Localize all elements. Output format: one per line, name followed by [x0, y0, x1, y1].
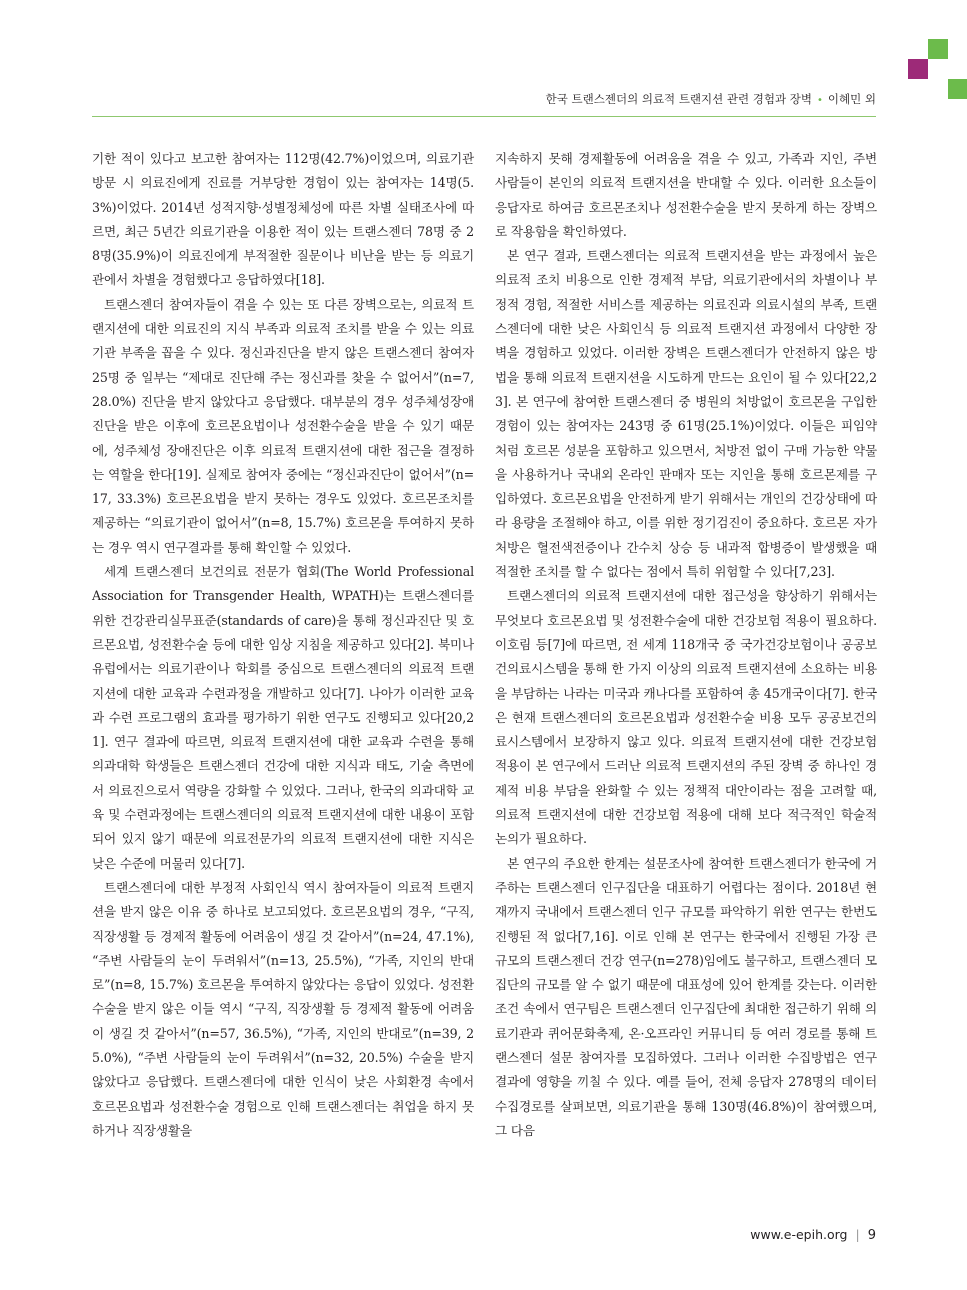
header-divider — [92, 116, 876, 117]
paragraph: 트랜스젠더의 의료적 트랜지션에 대한 접근성을 향상하기 위해서는 무엇보다 호르몬요법 및 성전환수술에 대한 건강보험 적용이 필요하다. 이호림 등[7]에 따르면, 전 세계 118개국 중 국가건강보험이나 공공보건의료시스템을 통해 한 가지 이상의 의료적 트랜지션에 소요하는 비용을 부담하는 나라는 미국과 캐나다를 포함하여 총 45개국이다[7]. 한국은 현재 트랜스젠더의 호르몬요법과 성전환수술 비용 모두 공공보건의료시스템에서 보장하지 않고 있다. 의료적 트랜지션에 대한 건강보험 적용이 본 연구에서 드러난 의료적 트랜지션의 주된 장벽 중 하나인 경제적 비용 부담을 완화할 수 있는 정책적 대안이라는 점을 고려할 때, 의료적 트랜지션에 대한 건강보험 적용에 대해 보다 적극적인 학술적 논의가 필요하다. — [495, 588, 877, 847]
page-number: 9 — [867, 1228, 876, 1243]
paragraph: 세계 트랜스젠더 보건의료 전문가 협회(The World Professional Association for Transgender Health, WPATH)는 트랜스젠더를 위한 건강관리실무표준(standards of care)을 통해 정신과진단 및 호르몬요법, 성전환수술 등에 대한 임상 지침을 제공하고 있다[2]. 북미나 유럽에서는 의료기관이나 학회를 중심으로 트랜스젠더의 의료적 트랜지션에 대한 교육과 수련과정을 개발하고 있다[7]. 나아가 이러한 교육과 수련 프로그램의 효과를 평가하기 위한 연구도 진행되고 있다[20,21]. 연구 결과에 따르면, 의료적 트랜지션에 대한 교육과 수련을 통해 의과대학 학생들은 트랜스젠더 건강에 대한 지식과 태도, 기술 측면에서 의료진으로서 역량을 강화할 수 있었다. 그러나, 한국의 의과대학 교육 및 수련과정에는 트랜스젠더의 의료적 트랜지션에 대한 내용이 포함되어 있지 않기 때문에 의료전문가의 의료적 트랜지션에 대한 지식은 낮은 수준에 머물러 있다[7]. — [92, 564, 474, 871]
paragraph: 트랜스젠더 참여자들이 겪을 수 있는 또 다른 장벽으로는, 의료적 트랜지션에 대한 의료진의 지식 부족과 의료적 조치를 받을 수 있는 의료기관 부족을 꼽을 수 있다. 정신과진단을 받지 않은 트랜스젠더 참여자 25명 중 일부는 “제대로 진단해 주는 정신과를 찾을 수 없어서”(n=7, 28.0%) 진단을 받지 않았다고 응답했다. 대부분의 경우 성주체성장애 진단을 받은 이후에 호르몬요법이나 성전환수술을 받을 수 있기 때문에, 성주체성 장애진단은 이후 의료적 트랜지션에 대한 접근을 결정하는 역할을 한다[19]. 실제로 참여자 중에는 “정신과진단이 없어서”(n=17, 33.3%) 호르몬요법을 받지 못하는 경우도 있었다. 호르몬조치를 제공하는 “의료기관이 없어서”(n=8, 15.7%) 호르몬을 투여하지 못하는 경우 역시 연구결과를 통해 확인할 수 있었다. — [92, 296, 474, 555]
paragraph: 지속하지 못해 경제활동에 어려움을 겪을 수 있고, 가족과 지인, 주변 사람들이 본인의 의료적 트랜지션을 반대할 수 있다. 이러한 요소들이 응답자로 하여금 호르몬조치나 성전환수술을 받지 못하게 하는 장벽으로 작용함을 확인하였다. — [495, 151, 877, 239]
paragraph: 기한 적이 있다고 보고한 참여자는 112명(42.7%)이었으며, 의료기관 방문 시 의료진에게 진료를 거부당한 경험이 있는 참여자는 14명(5.3%)이었다. 2014년 성적지향·성별정체성에 따른 차별 실태조사에 따르면, 최근 5년간 의료기관을 이용한 적이 있는 트랜스젠더 78명 중 28명(35.9%)이 의료진에게 부적절한 질문이나 비난을 받는 등 의료기관에서 차별을 경험했다고 응답하였다[18]. — [92, 151, 474, 288]
green-square — [948, 79, 967, 99]
paragraph: 본 연구의 주요한 한계는 설문조사에 참여한 트랜스젠더가 한국에 거주하는 트랜스젠더 인구집단을 대표하기 어렵다는 점이다. 2018년 현재까지 국내에서 트랜스젠더 인구 규모를 파악하기 위한 연구는 한번도 진행된 적 없다[7,16]. 이로 인해 본 연구는 한국에서 진행된 가장 큰 규모의 트랜스젠더 건강 연구(n=278)임에도 불구하고, 트랜스젠더 모집단의 규모를 알 수 없기 때문에 대표성에 있어 한계를 갖는다. 이러한 조건 속에서 연구팀은 트랜스젠더 인구집단에 최대한 접근하기 위해 의료기관과 퀴어문화축제, 온·오프라인 커뮤니티 등 여러 경로를 통해 트랜스젠더 설문 참여자를 모집하였다. 그러나 이러한 수집방법은 연구 결과에 영향을 끼칠 수 있다. 예를 들어, 전체 응답자 278명의 데이터 수집경로를 살펴보면, 의료기관을 통해 130명(46.8%)이 참여했으며, 그 다음 — [495, 855, 877, 1138]
journal-url: www.e-epih.org — [750, 1227, 848, 1242]
footer-separator: | — [855, 1227, 860, 1242]
right-column — [495, 147, 877, 1143]
green-square — [928, 39, 948, 59]
paragraph: 트랜스젠더에 대한 부정적 사회인식 역시 참여자들이 의료적 트랜지션을 받지 않은 이유 중 하나로 보고되었다. 호르몬요법의 경우, “구직, 직장생활 등 경제적 활동에 어려움이 생길 것 같아서”(n=24, 47.1%), “주변 사람들의 눈이 두려워서”(n=13, 25.5%), “가족, 지인의 반대로”(n=8, 15.7%) 호르몬을 투여하지 않았다는 응답이 있었다. 성전환수술을 받지 않은 이들 역시 “구직, 직장생활 등 경제적 활동에 어려움이 생길 것 같아서”(n=57, 36.5%), “가족, 지인의 반대로”(n=39, 25.0%), “주변 사람들의 눈이 두려워서”(n=32, 20.5%) 수술을 받지 않았다고 응답했다. 트랜스젠더에 대한 인식이 낮은 사회환경 속에서 호르몬요법과 성전환수술 경험으로 인해 트랜스젠더는 취업을 하지 못하거나 직장생활을 — [92, 879, 474, 1138]
running-header — [546, 91, 876, 107]
corner-decoration — [907, 0, 967, 110]
paragraph: 본 연구 결과, 트랜스젠더는 의료적 트랜지션을 받는 과정에서 높은 의료적 조치 비용으로 인한 경제적 부담, 의료기관에서의 차별이나 부정적 경험, 적절한 서비스를 제공하는 의료진과 의료시설의 부족, 트랜스젠더에 대한 낮은 사회인식 등 의료적 트랜지션 과정에서 다양한 장벽을 경험하고 있었다. 이러한 장벽은 트랜스젠더가 안전하지 않은 방법을 통해 의료적 트랜지션을 시도하게 만드는 요인이 될 수 있다[22,23]. 본 연구에 참여한 트랜스젠더 중 병원의 처방없이 호르몬을 구입한 경험이 있는 참여자는 243명 중 61명(25.1%)이었다. 이들은 피임약처럼 호르몬 성분을 포함하고 있으면서, 처방전 없이 구매 가능한 약물을 사용하거나 국내외 온라인 판매자 또는 지인을 통해 호르몬제를 구입하였다. 호르몬요법을 안전하게 받기 위해서는 개인의 건강상태에 따라 용량을 조절해야 하고, 이를 위한 정기검진이 중요하다. 호르몬 자가처방은 혈전색전증이나 간수치 상승 등 내과적 합병증이 발생했을 때 적절한 조치를 할 수 없다는 점에서 특히 위험할 수 있다[7,23]. — [495, 248, 877, 580]
left-column — [92, 147, 474, 1143]
page-footer — [750, 1227, 876, 1243]
article-title: 한국 트랜스젠더의 의료적 트랜지션 관련 경험과 장벽 — [545, 92, 812, 106]
header-bullet: • — [817, 95, 823, 106]
magenta-square — [908, 59, 928, 79]
article-authors: 이혜민 외 — [827, 92, 876, 106]
